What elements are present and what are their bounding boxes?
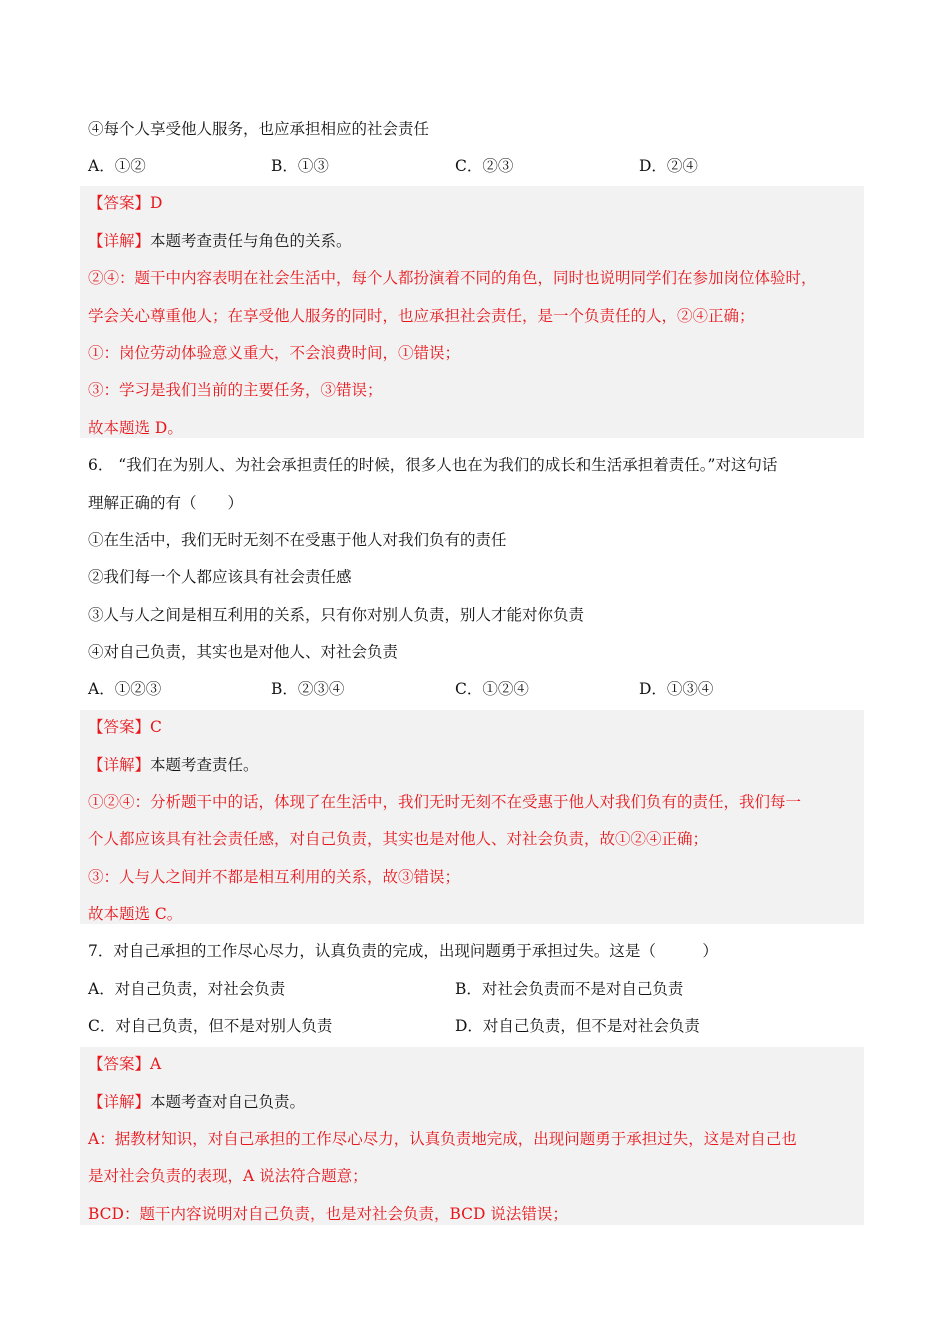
q7-explain-line: BCD：题干内容说明对自己负责，也是对社会负责，BCD 说法错误； xyxy=(88,1205,568,1223)
q6-stem: 理解正确的有（ ） xyxy=(88,494,244,512)
q5-item-4: ④每个人享受他人服务，也应承担相应的社会责任 xyxy=(88,120,430,138)
q6-detail: 【详解】本题考查责任。 xyxy=(88,756,259,774)
q7-explain-line: A：据教材知识，对自己承担的工作尽心尽力，认真负责地完成，出现问题勇于承担过失，这是对自己也 xyxy=(88,1130,797,1148)
q5-explain-line: 学会关心尊重他人；在享受他人服务的同时，也应承担社会责任，是一个负责任的人，②④正确； xyxy=(88,307,755,325)
q6-option-d: D．①③④ xyxy=(639,680,714,698)
q5-detail: 【详解】本题考查责任与角色的关系。 xyxy=(88,232,352,250)
q6-option-a: A．①②③ xyxy=(88,680,162,698)
q7-stem: 7．对自己承担的工作尽心尽力，认真负责的完成，出现问题勇于承担过失。这是（ ） xyxy=(88,942,718,960)
q5-option-d: D．②④ xyxy=(639,157,698,175)
q6-option-c: C．①②④ xyxy=(455,680,529,698)
q7-option-d: D．对自己负责，但不是对社会负责 xyxy=(455,1017,700,1035)
q7-detail: 【详解】本题考查对自己负责。 xyxy=(88,1093,306,1111)
q7-explain-line: 是对社会负责的表现，A 说法符合题意； xyxy=(88,1167,368,1185)
q6-item-1: ①在生活中，我们无时无刻不在受惠于他人对我们负有的责任 xyxy=(88,531,507,549)
q6-option-b: B．②③④ xyxy=(271,680,345,698)
q5-option-b: B．①③ xyxy=(271,157,329,175)
q6-answer: 【答案】C xyxy=(88,718,162,736)
q5-option-a: A．①② xyxy=(88,157,146,175)
q5-conclusion: 故本题选 D。 xyxy=(88,419,183,437)
q7-option-a: A．对自己负责，对社会负责 xyxy=(88,980,286,998)
q6-explain-line: 个人都应该具有社会责任感，对自己负责，其实也是对他人、对社会负责，故①②④正确； xyxy=(88,830,709,848)
q6-item-2: ②我们每一个人都应该具有社会责任感 xyxy=(88,568,352,586)
q6-item-3: ③人与人之间是相互利用的关系，只有你对别人负责，别人才能对你负责 xyxy=(88,606,585,624)
q5-explain-line: ②④：题干中内容表明在社会生活中，每个人都扮演着不同的角色，同时也说明同学们在参加岗位体验时， xyxy=(88,269,817,287)
q6-answer-box xyxy=(80,710,864,924)
q7-option-c: C．对自己负责，但不是对别人负责 xyxy=(88,1017,333,1035)
q6-explain-line: ③：人与人之间并不都是相互利用的关系，故③错误； xyxy=(88,868,461,886)
q7-answer: 【答案】A xyxy=(88,1055,162,1073)
q7-option-b: B．对社会负责而不是对自己负责 xyxy=(455,980,684,998)
q5-explain-line: ③：学习是我们当前的主要任务，③错误； xyxy=(88,381,383,399)
q6-item-4: ④对自己负责，其实也是对他人、对社会负责 xyxy=(88,643,399,661)
q6-explain-line: ①②④：分析题干中的话，体现了在生活中，我们无时无刻不在受惠于他人对我们负有的责任，我们每一 xyxy=(88,793,802,811)
q5-answer: 【答案】D xyxy=(88,194,163,212)
q5-option-c: C．②③ xyxy=(455,157,514,175)
q5-explain-line: ①：岗位劳动体验意义重大，不会浪费时间，①错误； xyxy=(88,344,461,362)
q6-stem: 6． “我们在为别人、为社会承担责任的时候，很多人也在为我们的成长和生活承担着责任。”对这句话 xyxy=(88,456,778,474)
q6-conclusion: 故本题选 C。 xyxy=(88,905,183,923)
